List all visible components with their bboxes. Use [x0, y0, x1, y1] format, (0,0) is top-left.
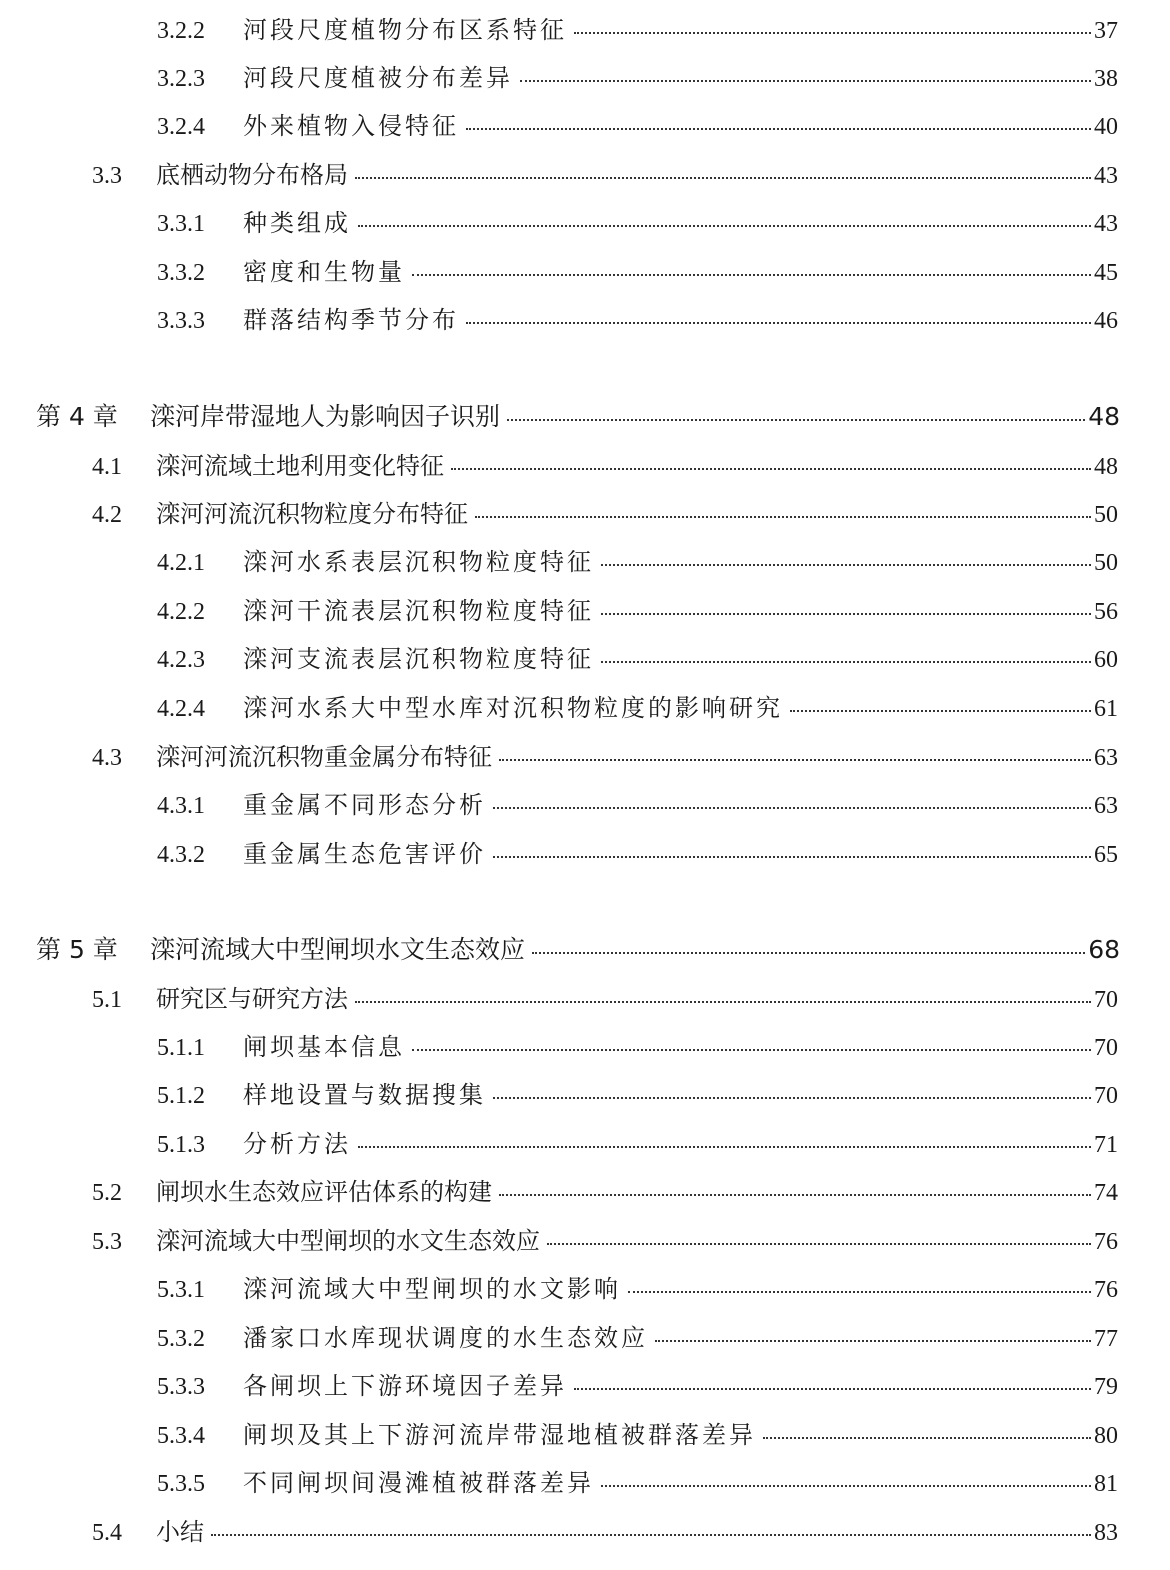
- toc-entry-title: 闸坝水生态效应评估体系的构建: [156, 1178, 492, 1206]
- toc-entry-title: 滦河河流沉积物重金属分布特征: [156, 743, 492, 771]
- toc-entry-title: 底栖动物分布格局: [156, 161, 348, 189]
- dot-leader: [520, 80, 1091, 82]
- toc-entry-page-number: 76: [1094, 1277, 1118, 1303]
- dot-leader: [499, 1194, 1091, 1196]
- toc-entry-page-number: 77: [1094, 1326, 1118, 1352]
- dot-leader: [493, 1097, 1091, 1099]
- toc-entry-title: 各闸坝上下游环境因子差异: [243, 1372, 567, 1400]
- dot-leader: [466, 322, 1091, 324]
- toc-entry[interactable]: [92, 1172, 1118, 1207]
- toc-entry[interactable]: [92, 1512, 1118, 1547]
- toc-entry[interactable]: [92, 737, 1118, 772]
- toc-entry-page-number: 76: [1094, 1229, 1118, 1255]
- dot-leader: [655, 1340, 1091, 1342]
- dot-leader: [358, 1146, 1091, 1148]
- toc-entry-page-number: 65: [1094, 842, 1118, 868]
- toc-entry[interactable]: [157, 58, 1118, 93]
- toc-entry-title: 重金属不同形态分析: [243, 791, 486, 819]
- toc-entry-page-number: 63: [1094, 793, 1118, 819]
- toc-entry[interactable]: [157, 1463, 1118, 1498]
- toc-chapter-entry[interactable]: [36, 397, 1120, 433]
- toc-entry[interactable]: [157, 1366, 1118, 1401]
- toc-entry-page-number: 70: [1094, 1035, 1118, 1061]
- toc-entry[interactable]: [157, 1027, 1118, 1062]
- toc-entry-number: 5.3: [92, 1229, 122, 1255]
- toc-entry[interactable]: [157, 1415, 1118, 1450]
- toc-entry-title: 分析方法: [243, 1130, 351, 1158]
- toc-entry-page-number: 50: [1094, 502, 1118, 528]
- toc-entry[interactable]: [157, 1269, 1118, 1304]
- toc-entry-title: 滦河流域大中型闸坝水文生态效应: [150, 935, 526, 964]
- toc-entry-title: 密度和生物量: [243, 258, 405, 286]
- toc-entry-number: 4.2.2: [157, 599, 205, 625]
- toc-entry-title: 闸坝及其上下游河流岸带湿地植被群落差异: [243, 1421, 756, 1449]
- toc-entry[interactable]: [157, 591, 1118, 626]
- toc-entry-number: 5.3.1: [157, 1277, 205, 1303]
- toc-entry-page-number: 70: [1094, 987, 1118, 1013]
- toc-entry-page-number: 43: [1094, 163, 1118, 189]
- toc-entry-number: 第 4 章: [36, 402, 118, 431]
- dot-leader: [451, 468, 1091, 470]
- toc-chapter-entry[interactable]: [36, 930, 1120, 966]
- toc-entry-title: 不同闸坝间漫滩植被群落差异: [243, 1469, 594, 1497]
- dot-leader: [493, 807, 1091, 809]
- toc-entry[interactable]: [157, 834, 1118, 869]
- toc-entry[interactable]: [92, 446, 1118, 481]
- toc-entry-title: 河段尺度植被分布差异: [243, 64, 513, 92]
- toc-entry-title: 种类组成: [243, 209, 351, 237]
- dot-leader: [211, 1534, 1091, 1536]
- toc-entry-number: 4.2.4: [157, 696, 205, 722]
- dot-leader: [507, 419, 1085, 421]
- toc-entry-title: 群落结构季节分布: [243, 306, 459, 334]
- toc-entry-page-number: 43: [1094, 211, 1118, 237]
- toc-entry-page-number: 61: [1094, 696, 1118, 722]
- toc-entry-title: 重金属生态危害评价: [243, 840, 486, 868]
- dot-leader: [499, 759, 1091, 761]
- dot-leader: [601, 1485, 1091, 1487]
- toc-entry-title: 研究区与研究方法: [156, 985, 348, 1013]
- toc-entry-title: 滦河水系大中型水库对沉积物粒度的影响研究: [243, 694, 783, 722]
- toc-entry-page-number: 79: [1094, 1374, 1118, 1400]
- toc-entry[interactable]: [157, 10, 1118, 45]
- toc-entry-page-number: 37: [1094, 18, 1118, 44]
- toc-entry-page-number: 68: [1088, 935, 1120, 964]
- toc-entry-number: 5.4: [92, 1520, 122, 1546]
- toc-entry[interactable]: [92, 1221, 1118, 1256]
- toc-entry-title: 滦河流域大中型闸坝的水文影响: [243, 1275, 621, 1303]
- toc-entry[interactable]: [157, 252, 1118, 287]
- toc-entry-page-number: 56: [1094, 599, 1118, 625]
- dot-leader: [547, 1243, 1091, 1245]
- toc-entry-page-number: 46: [1094, 308, 1118, 334]
- toc-entry[interactable]: [92, 979, 1118, 1014]
- toc-entry-number: 3.2.2: [157, 18, 205, 44]
- toc-entry-title: 河段尺度植物分布区系特征: [243, 16, 567, 44]
- toc-entry-title: 滦河支流表层沉积物粒度特征: [243, 645, 594, 673]
- toc-entry[interactable]: [157, 542, 1118, 577]
- toc-entry-number: 5.1.3: [157, 1132, 205, 1158]
- toc-entry-page-number: 74: [1094, 1180, 1118, 1206]
- dot-leader: [475, 516, 1091, 518]
- toc-entry[interactable]: [157, 1075, 1118, 1110]
- dot-leader: [358, 225, 1091, 227]
- toc-entry-number: 5.1.1: [157, 1035, 205, 1061]
- toc-entry-title: 外来植物入侵特征: [243, 112, 459, 140]
- toc-entry-number: 4.2.1: [157, 550, 205, 576]
- toc-entry[interactable]: [157, 300, 1118, 335]
- toc-entry-title: 潘家口水库现状调度的水生态效应: [243, 1324, 648, 1352]
- dot-leader: [628, 1291, 1091, 1293]
- toc-entry[interactable]: [157, 639, 1118, 674]
- toc-entry-title: 小结: [156, 1518, 204, 1546]
- dot-leader: [601, 661, 1091, 663]
- toc-entry[interactable]: [92, 494, 1118, 529]
- dot-leader: [574, 1388, 1091, 1390]
- toc-entry-number: 4.2: [92, 502, 122, 528]
- toc-entry-number: 5.1: [92, 987, 122, 1013]
- toc-entry-number: 3.3.2: [157, 260, 205, 286]
- toc-entry-number: 5.1.2: [157, 1083, 205, 1109]
- dot-leader: [355, 177, 1091, 179]
- dot-leader: [574, 32, 1091, 34]
- toc-entry-page-number: 80: [1094, 1423, 1118, 1449]
- dot-leader: [601, 564, 1091, 566]
- toc-entry-page-number: 71: [1094, 1132, 1118, 1158]
- toc-entry-number: 3.3.1: [157, 211, 205, 237]
- toc-entry-page-number: 40: [1094, 114, 1118, 140]
- toc-entry-page-number: 45: [1094, 260, 1118, 286]
- toc-entry-page-number: 50: [1094, 550, 1118, 576]
- toc-entry-title: 样地设置与数据搜集: [243, 1081, 486, 1109]
- toc-entry-number: 3.2.3: [157, 66, 205, 92]
- toc-entry-page-number: 60: [1094, 647, 1118, 673]
- toc-entry-page-number: 63: [1094, 745, 1118, 771]
- toc-entry-number: 5.2: [92, 1180, 122, 1206]
- dot-leader: [532, 952, 1085, 954]
- toc-entry-number: 4.1: [92, 454, 122, 480]
- toc-entry[interactable]: [157, 203, 1118, 238]
- toc-entry-title: 滦河流域大中型闸坝的水文生态效应: [156, 1227, 540, 1255]
- dot-leader: [790, 710, 1091, 712]
- toc-entry-page-number: 48: [1094, 454, 1118, 480]
- toc-entry-number: 3.3.3: [157, 308, 205, 334]
- dot-leader: [412, 1049, 1091, 1051]
- toc-entry-number: 3.3: [92, 163, 122, 189]
- toc-entry-title: 滦河流域土地利用变化特征: [156, 452, 444, 480]
- toc-entry[interactable]: [157, 1124, 1118, 1159]
- toc-entry[interactable]: [157, 785, 1118, 820]
- toc-entry[interactable]: [157, 1318, 1118, 1353]
- toc-entry-number: 4.3.1: [157, 793, 205, 819]
- toc-entry-number: 5.3.2: [157, 1326, 205, 1352]
- toc-entry-number: 5.3.5: [157, 1471, 205, 1497]
- toc-entry-title: 滦河水系表层沉积物粒度特征: [243, 548, 594, 576]
- toc-entry-number: 4.3.2: [157, 842, 205, 868]
- toc-entry-title: 滦河岸带湿地人为影响因子识别: [150, 402, 501, 431]
- dot-leader: [466, 128, 1091, 130]
- toc-entry-number: 5.3.4: [157, 1423, 205, 1449]
- dot-leader: [763, 1437, 1091, 1439]
- toc-entry-title: 闸坝基本信息: [243, 1033, 405, 1061]
- toc-entry[interactable]: [157, 688, 1118, 723]
- dot-leader: [412, 274, 1091, 276]
- dot-leader: [601, 613, 1091, 615]
- toc-entry-number: 3.2.4: [157, 114, 205, 140]
- toc-entry-number: 第 5 章: [36, 935, 118, 964]
- toc-entry-page-number: 38: [1094, 66, 1118, 92]
- toc-entry-title: 滦河干流表层沉积物粒度特征: [243, 597, 594, 625]
- toc-entry[interactable]: [92, 155, 1118, 190]
- toc-entry-number: 5.3.3: [157, 1374, 205, 1400]
- toc-entry-page-number: 70: [1094, 1083, 1118, 1109]
- toc-entry-number: 4.3: [92, 745, 122, 771]
- toc-entry-page-number: 83: [1094, 1520, 1118, 1546]
- toc-entry-title: 滦河河流沉积物粒度分布特征: [156, 500, 468, 528]
- toc-entry-page-number: 48: [1088, 402, 1120, 431]
- toc-entry-page-number: 81: [1094, 1471, 1118, 1497]
- toc-entry[interactable]: [157, 106, 1118, 141]
- toc-entry-number: 4.2.3: [157, 647, 205, 673]
- dot-leader: [493, 856, 1091, 858]
- dot-leader: [355, 1001, 1091, 1003]
